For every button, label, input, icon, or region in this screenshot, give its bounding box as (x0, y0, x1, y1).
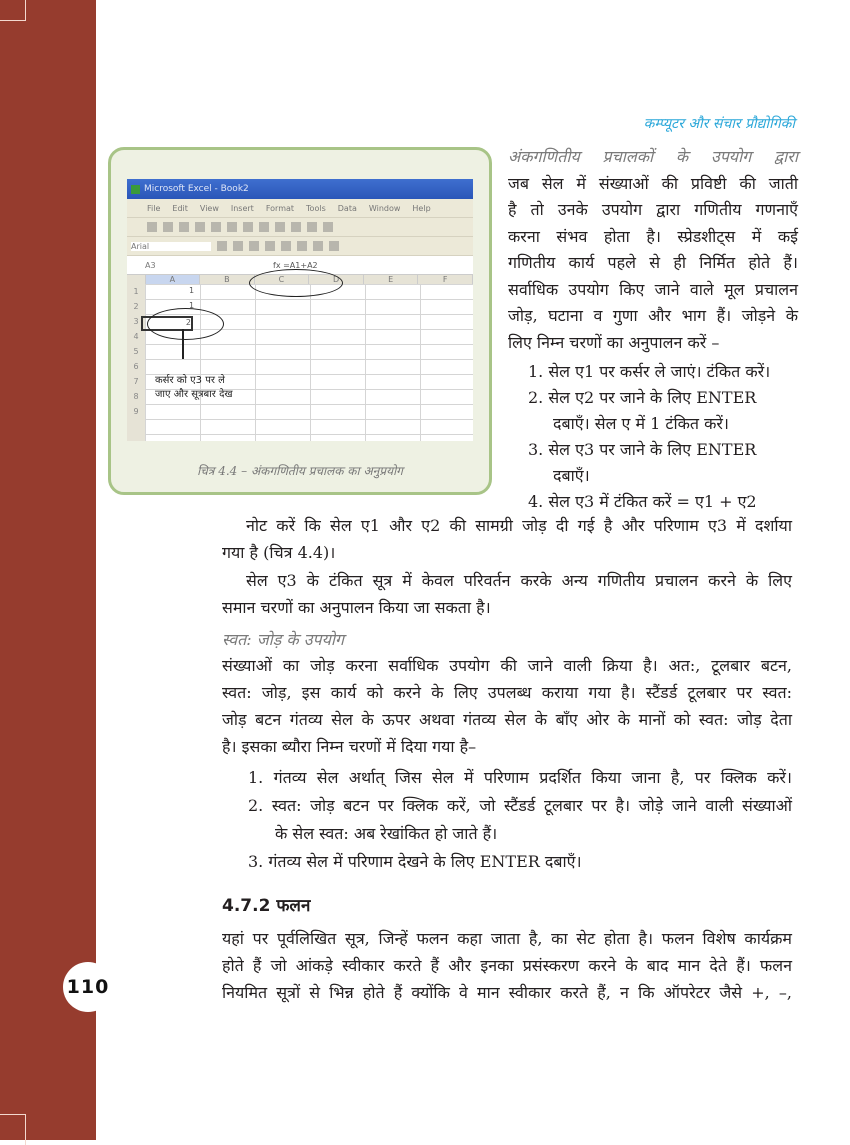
menu-tools: Tools (306, 203, 326, 213)
annotation-line: जाए और सूत्रबार देख (155, 389, 233, 400)
name-box: A3 (145, 260, 156, 270)
row-header: 7 (133, 377, 139, 386)
tool-icon (307, 222, 317, 232)
tool-icon (233, 241, 243, 251)
tool-icon (297, 241, 307, 251)
step-item: 1. सेल ए1 पर कर्सर ले जाएं। टंकित करें। (528, 362, 771, 381)
menu-format: Format (265, 203, 295, 213)
row-header: 6 (133, 362, 139, 371)
tool-icon (275, 222, 285, 232)
row-headers (127, 284, 145, 441)
step-item: के सेल स्वत: अब रेखांकित हो जाते हैं। (275, 824, 498, 843)
excel-menu-bar (127, 199, 473, 218)
window-title: Microsoft Excel - Book2 (144, 184, 249, 194)
tool-icon (179, 222, 189, 232)
cell-a1: 1 (189, 286, 195, 295)
step-item: 2. स्वत: जोड़ बटन पर क्लिक करें, जो स्टैंडर्ड टूलबार पर है। जोड़े जाने वाली संख्याओं (248, 796, 792, 815)
step-item: दबाएँ। सेल ए में 1 टंकित करें। (553, 414, 729, 433)
column-header: E (364, 275, 419, 289)
figure-4-4 (108, 147, 492, 495)
excel-title-bar (127, 179, 473, 199)
step-item: 4. सेल ए3 में टंकित करें = ए1 + ए2 (528, 492, 757, 511)
text-line: समान चरणों का अनुपालन किया जा सकता है। (222, 598, 491, 617)
text-line: नोट करें कि सेल ए1 और ए2 की सामग्री जोड़ दी गई है और परिणाम ए3 में दर्शाया (246, 516, 792, 535)
annotation (155, 374, 233, 402)
annotation-line: कर्सर को ए3 पर ले (155, 375, 225, 386)
formula-text: fx =A1+A2 (273, 260, 318, 270)
standard-toolbar (127, 218, 473, 237)
step-item: 1. गंतव्य सेल अर्थात् जिस सेल में परिणाम प्रदर्शित किया जाना है, पर क्लिक करें। (248, 768, 792, 787)
subheading-arithmetic: अंकगणितीय प्रचालकों के उपयोग द्वारा (508, 147, 798, 166)
column-header: B (200, 275, 255, 289)
tool-icon (227, 222, 237, 232)
step-item: 3. गंतव्य सेल में परिणाम देखने के लिए ENTER दबाएँ। (248, 852, 582, 871)
menu-file: File (147, 203, 161, 213)
section-heading: 4.7.2 फलन (222, 896, 311, 916)
excel-icon (131, 185, 140, 194)
tool-icon (249, 241, 259, 251)
text-line: जब सेल में संख्याओं की प्रविष्टी की जाती (508, 174, 798, 193)
subheading-autosum: स्वत: जोड़ के उपयोग (222, 630, 345, 649)
tool-icon (259, 222, 269, 232)
tool-icon (147, 222, 157, 232)
font-box: Arial (131, 242, 211, 251)
row-header: 9 (133, 407, 139, 416)
tool-icon (243, 222, 253, 232)
crop-mark (0, 0, 26, 21)
column-header: F (418, 275, 473, 289)
tool-icon (313, 241, 323, 251)
text-line: सर्वाधिक उपयोग किए जाने वाले मूल प्रचालन (508, 280, 798, 299)
pointer-line (182, 329, 184, 359)
column-header: C (255, 275, 310, 289)
text-line: करना संभव होता है। स्प्रेडशीट्स में कई (508, 227, 798, 246)
tool-icon (265, 241, 275, 251)
crop-mark (0, 1114, 26, 1145)
text-line: संख्याओं का जोड़ करना सर्वाधिक उपयोग की जाने वाली क्रिया है। अत:, टूलबार बटन, (222, 656, 792, 675)
cell-a3: 2 (141, 316, 193, 331)
row-header: 8 (133, 392, 139, 401)
text-line: नियमित सूत्रों से भिन्न होते हैं क्योंकि वे मान स्वीकार करते हैं, न कि ऑपरेटर जैसे +, –, (222, 983, 792, 1002)
text-line: लिए निम्न चरणों का अनुपालन करें – (508, 333, 720, 352)
menu-edit: Edit (172, 203, 188, 213)
step-item: 2. सेल ए2 पर जाने के लिए ENTER (528, 388, 757, 407)
row-header: 1 (133, 287, 139, 296)
tool-icon (329, 241, 339, 251)
tool-icon (291, 222, 301, 232)
tool-icon (281, 241, 291, 251)
text-line: होते हैं जो आंकड़े स्वीकार करते हैं और इनका प्रसंस्करण करने के बाद मान देते हैं। फलन (222, 956, 792, 975)
row-header: 4 (133, 332, 139, 341)
tool-icon (323, 222, 333, 232)
page-number: 110 (63, 962, 113, 1012)
column-header: A (146, 275, 201, 289)
tool-icon (163, 222, 173, 232)
cell-highlight-oval (147, 308, 224, 340)
menu-data: Data (337, 203, 357, 213)
text-line: यहां पर पूर्वलिखित सूत्र, जिन्हें फलन कहा जाता है, का सेट होता है। फलन विशेष कार्यक्रम (222, 929, 792, 948)
column-header: D (309, 275, 364, 289)
formatting-toolbar (127, 237, 473, 256)
text-line: जोड़, घटाना व गुणा और भाग हैं। जोड़ने के (508, 306, 798, 325)
row-header: 3 (133, 317, 139, 326)
menu-insert: Insert (230, 203, 254, 213)
menu-window: Window (368, 203, 401, 213)
text-line: स्वत: जोड़, इस कार्य को करने के लिए उपलब्ध कराया गया है। स्टैंडर्ड टूलबार पर स्वत: (222, 683, 792, 702)
step-item: दबाएँ। (553, 466, 590, 485)
cell-a2: 1 (189, 301, 195, 310)
figure-caption: चित्र 4.4 – अंकगणितीय प्रचालक का अनुप्रयोग (197, 464, 403, 478)
row-header: 5 (133, 347, 139, 356)
excel-screenshot (127, 179, 473, 441)
step-item: 3. सेल ए3 पर जाने के लिए ENTER (528, 440, 757, 459)
tool-icon (217, 241, 227, 251)
text-line: है तो उनके उपयोग द्वारा गणितीय गणनाएँ (508, 200, 798, 219)
text-line: गया है (चित्र 4.4)। (222, 543, 336, 562)
text-line: गणितीय कार्य पहले से ही निर्मित होते हैं। (508, 253, 798, 272)
text-line: जोड़ बटन गंतव्य सेल के ऊपर अथवा गंतव्य सेल के बाँए ओर के मानों को स्वत: जोड़ देता (222, 710, 792, 729)
row-header: 2 (133, 302, 139, 311)
text-line: है। इसका ब्यौरा निम्न चरणों में दिया गया है– (222, 737, 477, 756)
menu-view: View (199, 203, 219, 213)
formula-highlight-oval (249, 269, 343, 297)
menu-help: Help (412, 203, 431, 213)
tool-icon (195, 222, 205, 232)
text-line: सेल ए3 के टंकित सूत्र में केवल परिवर्तन करके अन्य गणितीय प्रचालन करने के लिए (246, 571, 792, 590)
tool-icon (211, 222, 221, 232)
running-head: कम्प्यूटर और संचार प्रौद्योगिकी (643, 116, 795, 132)
